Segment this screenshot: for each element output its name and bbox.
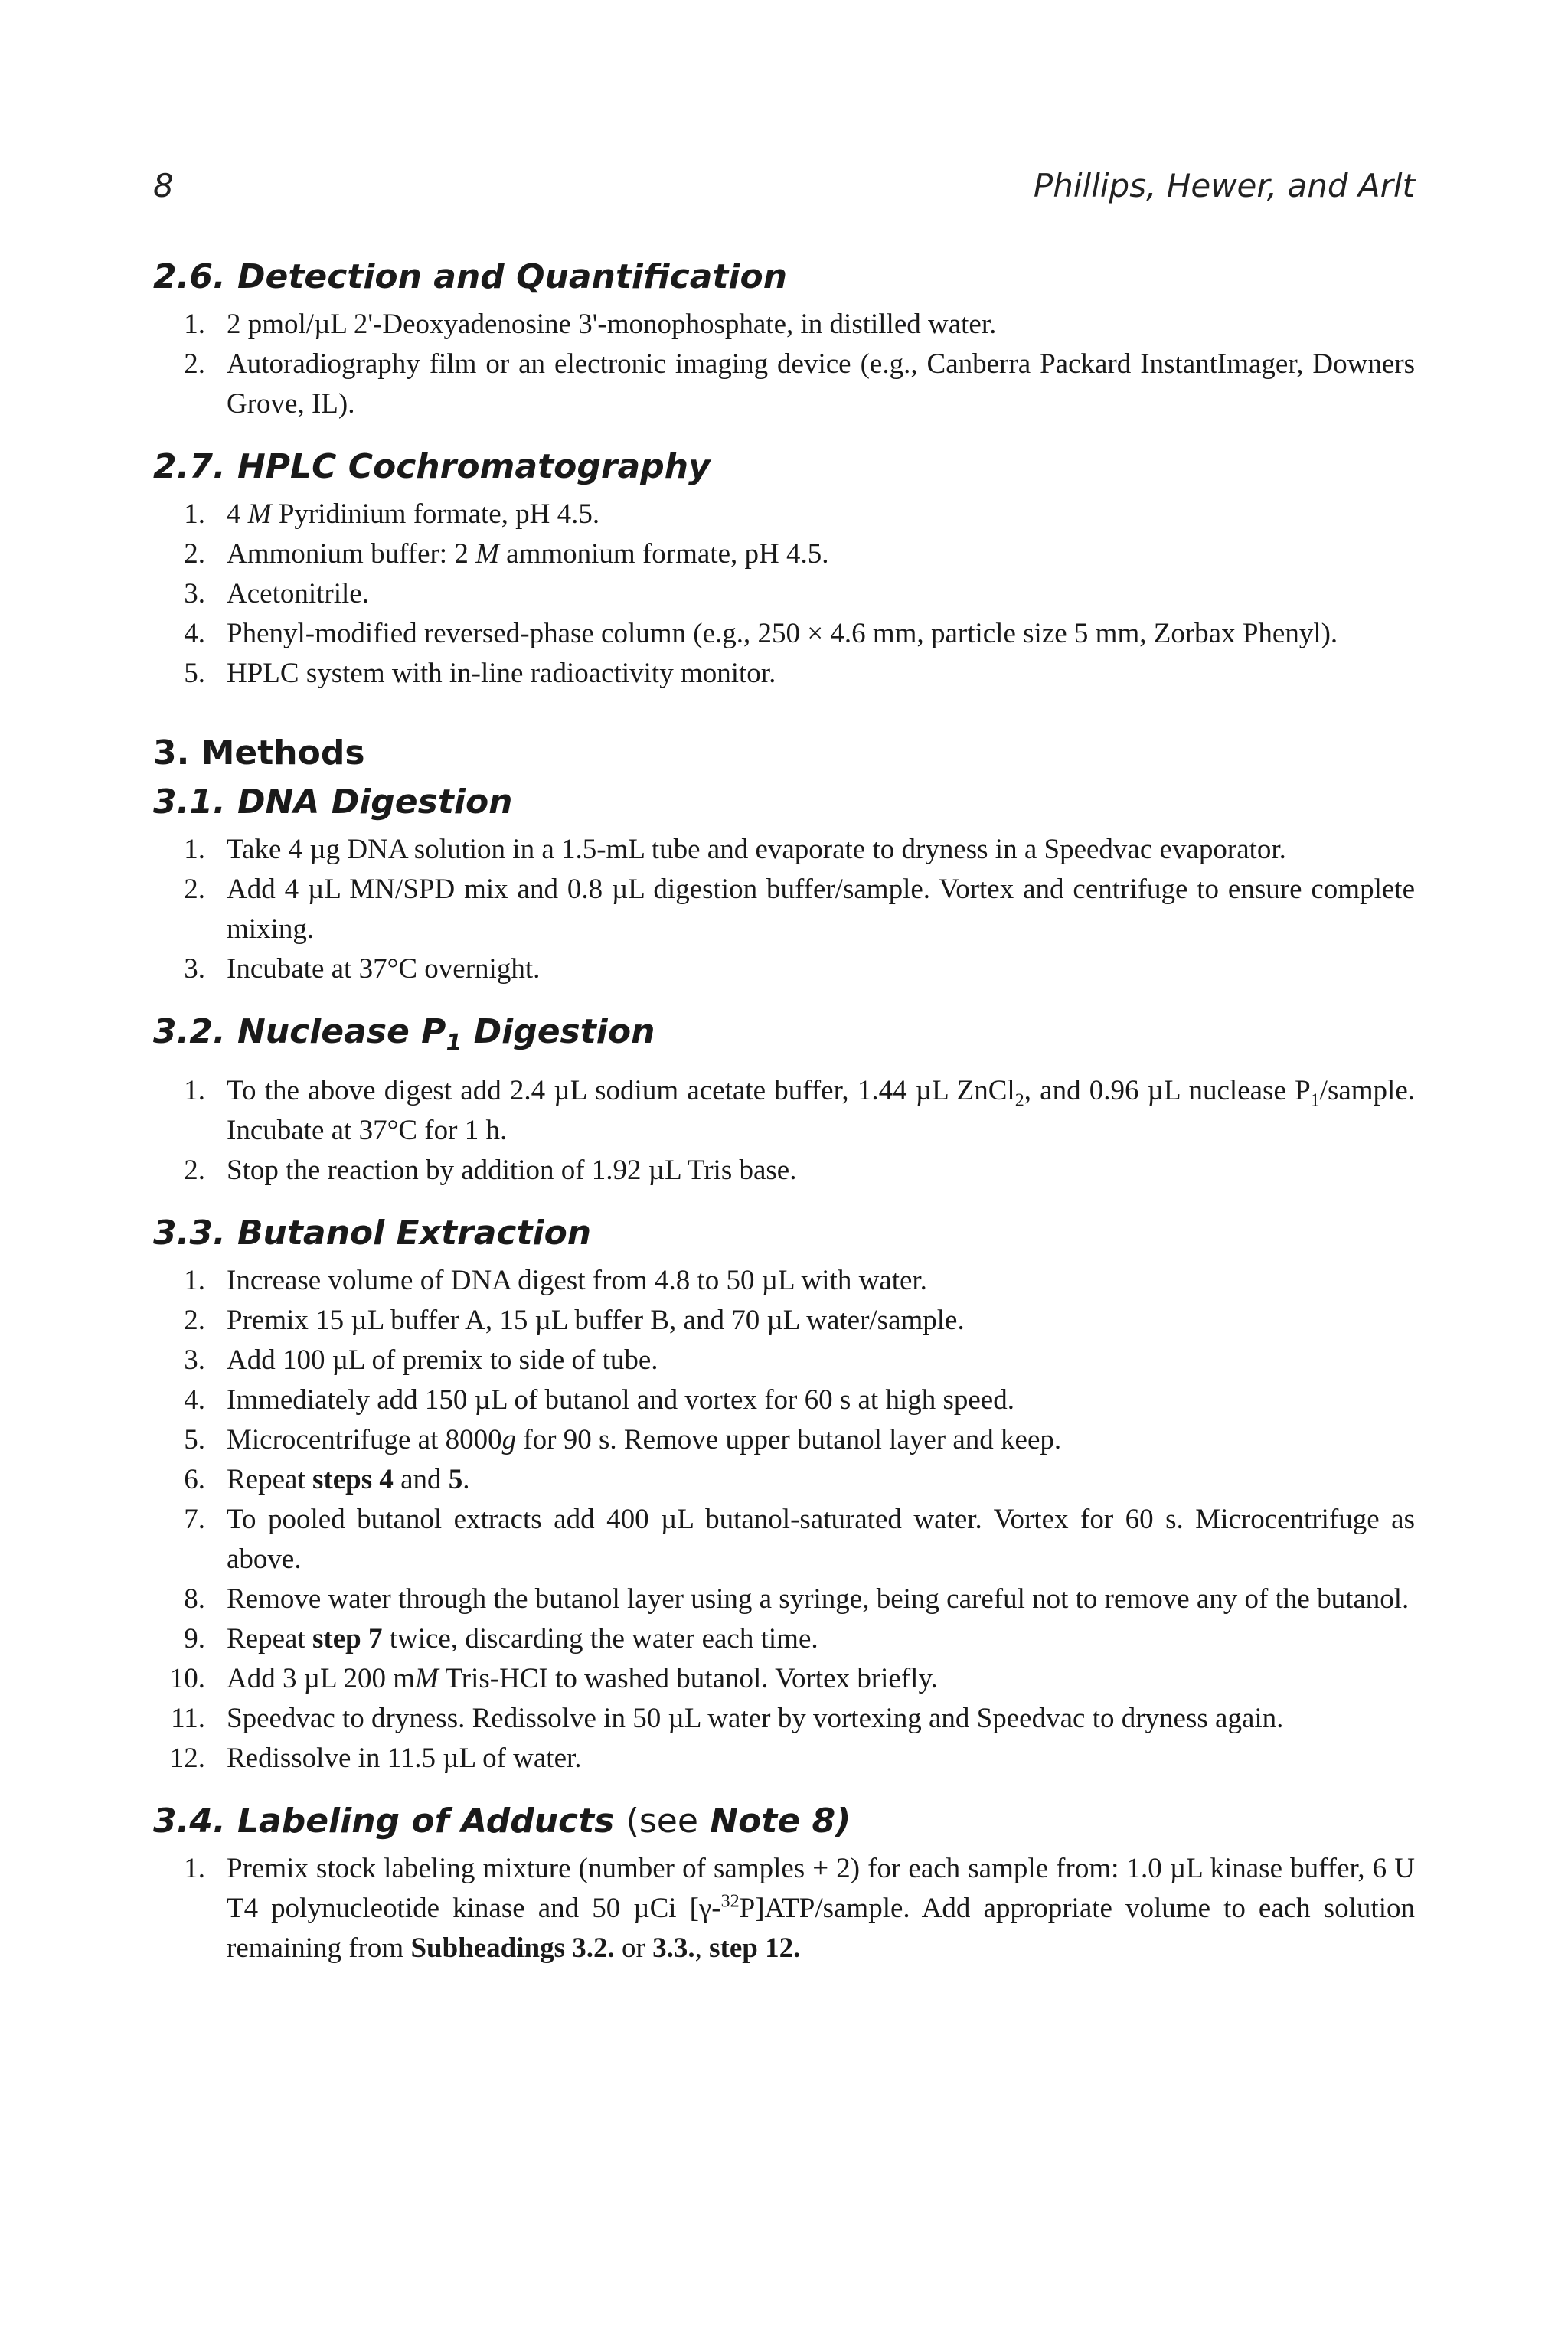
list-item: 1. To the above digest add 2.4 µL sodium acetate buffer, 1.44 µL ZnCl$_2$, and 0.96 µL nuclease $P_1$/sample. Incubate at 37°C for 1 h. (184, 1075, 1416, 1146)
page-number: 8 (153, 167, 174, 204)
section-heading-3-3: 3.3. Butanol Extraction (153, 1214, 592, 1253)
list-item: 2. Ammonium buffer: 2 M ammonium formate, pH 4.5. (184, 538, 829, 570)
list-item: 7. To pooled butanol extracts add 400 µL butanol-saturated water. Vortex for 60 s. Microcentrifuge as above. (184, 1504, 1415, 1575)
list-item: 4. Immediately add 150 µL of butanol and vortex for 60 s at high speed. (184, 1384, 1014, 1416)
list-item: 1. Increase volume of DNA digest from 4.8 to 50 µL with water. (184, 1265, 927, 1296)
list-item: 3. Add 100 µL of premix to side of tube. (184, 1344, 658, 1376)
list-3-4 (153, 1849, 1415, 1968)
list-item: 2. Autoradiography film or an electronic imaging device (e.g., Canberra Packard InstantImager, Downers Grove, IL). (184, 348, 1415, 420)
list-3-1 (153, 830, 1415, 989)
list-item: 4. Phenyl-modified reversed-phase column (e.g., 250 × 4.6 mm, particle size 5 mm, Zorbax Phenyl). (184, 618, 1338, 649)
list-item: 11. Speedvac to dryness. Redissolve in 50 µL water by vortexing and Speedvac to dryness again. (171, 1703, 1284, 1734)
list-item: 1. 2 pmol/µL 2'-Deoxyadenosine 3'-monophosphate, in distilled water. (184, 309, 997, 340)
list-item: 2. Stop the reaction by addition of 1.92 µL Tris base. (184, 1155, 797, 1186)
list-item: 3. Acetonitrile. (184, 578, 369, 609)
list-item: 2. Add 4 µL MN/SPD mix and 0.8 µL digestion buffer/sample. Vortex and centrifuge to ensure complete mixing. (184, 874, 1415, 945)
list-item: 2. Premix 15 µL buffer A, 15 µL buffer B, and 70 µL water/sample. (184, 1305, 965, 1336)
list-item: 9. Repeat step 7 twice, discarding the water each time. (184, 1623, 818, 1655)
list-3-2 (153, 1071, 1415, 1191)
list-2-6 (153, 305, 1415, 424)
list-item: 8. Remove water through the butanol layer using a syringe, being careful not to remove any of the butanol. (184, 1583, 1410, 1615)
section-heading-3-2: 3.2. Nuclease $P_1$ Digestion (153, 1012, 655, 1057)
list-item: 5. HPLC system with in-line radioactivity monitor. (184, 658, 776, 689)
list-item: 12. Redissolve in 11.5 µL of water. (169, 1743, 582, 1774)
list-item: 3. Incubate at 37°C overnight. (184, 953, 541, 985)
section-heading-3-1: 3.1. DNA Digestion (153, 782, 513, 822)
list-item: 5. Microcentrifuge at 8000g for 90 s. Remove upper butanol layer and keep. (184, 1424, 1062, 1455)
list-3-3 (153, 1261, 1415, 1779)
chapter-heading-methods: 3. Methods (153, 733, 365, 773)
spacer (153, 712, 1415, 729)
page-body (153, 253, 1415, 1987)
list-item: 1. Premix stock labeling mixture (number of samples + 2) for each sample from: 1.0 µL kinase buffer, 6 U T4 polynucleotide kinase and 50 µCi [γ-$^{32}$P]ATP/sample. Add appropriate volume to each solution remaining from Subheadings 3.2. or 3.3., step 12. (184, 1853, 1415, 1964)
list-item: 6. Repeat steps 4 and 5. (184, 1464, 470, 1495)
list-2-7 (153, 495, 1415, 694)
running-header (153, 167, 1415, 204)
list-item: 1. 4 M Pyridinium formate, pH 4.5. (184, 498, 600, 530)
section-heading-3-4: 3.4. Labeling of Adducts (see Note 8) (153, 1802, 851, 1841)
running-title: Phillips, Hewer, and Arlt (1033, 167, 1415, 204)
list-item: 1. Take 4 µg DNA solution in a 1.5-mL tube and evaporate to dryness in a Speedvac evaporator. (184, 834, 1286, 865)
section-heading-2-6: 2.6. Detection and Quantification (153, 257, 788, 296)
list-item: 10. Add 3 µL 200 mM Tris-HCI to washed butanol. Vortex briefly. (169, 1663, 938, 1694)
section-heading-2-7: 2.7. HPLC Cochromatography (153, 447, 710, 486)
